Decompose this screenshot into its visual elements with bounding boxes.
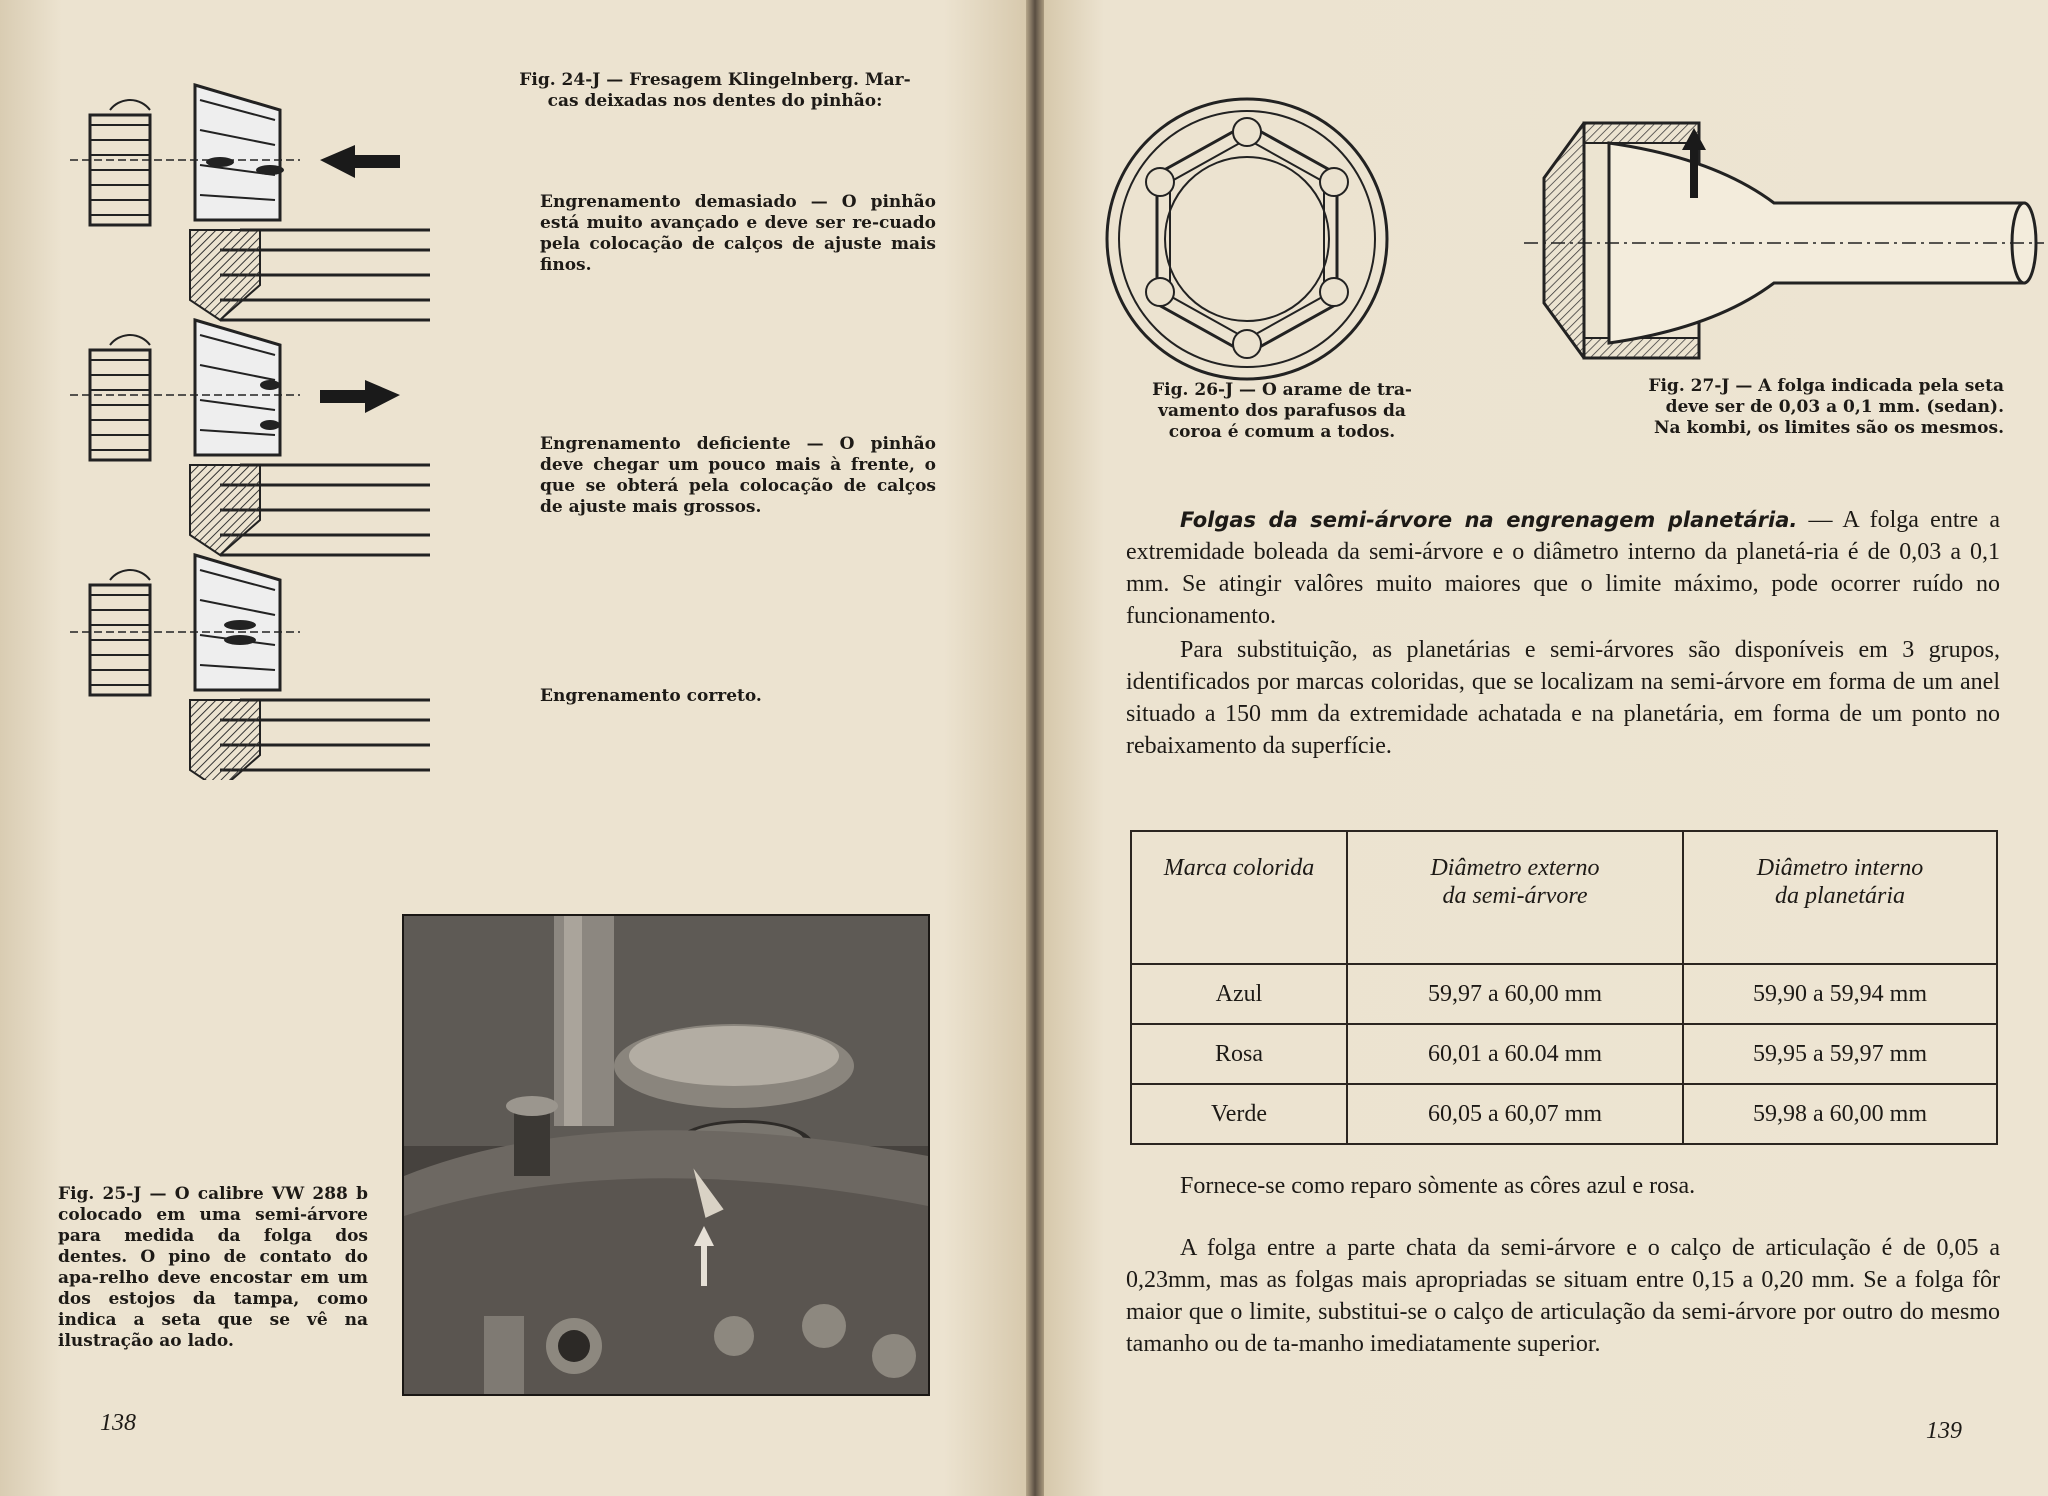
table-cell-marca: Verde — [1131, 1084, 1347, 1144]
paragraph-2: Para substituição, as planetárias e semi-árvores são disponíveis em 3 grupos, identificados por marcas coloridas, que se localizam na semi-árvore em forma de um anel situado a 150 mm da extremidade achatada e na planetária, em forma de um ponto no rebaixamento da superfície. — [1126, 637, 2000, 759]
table-header-interno: Diâmetro interno da planetária — [1683, 831, 1997, 964]
pinion-gear-illustrations — [70, 70, 440, 780]
arrow-right-icon — [320, 380, 400, 413]
table-cell-marca: Azul — [1131, 964, 1347, 1024]
table-row — [1131, 964, 1997, 1024]
table-cell-marca: Rosa — [1131, 1024, 1347, 1084]
table-cell-externo: 60,05 a 60,07 mm — [1347, 1084, 1683, 1144]
fig26-caption-line1: Fig. 26-J — O arame de tra- — [1152, 380, 1412, 400]
fig26-caption-line3: coroa é comum a todos. — [1168, 422, 1396, 442]
gear-diagram-1 — [70, 85, 430, 320]
fig24-caption — [490, 70, 940, 112]
fig24-item-1: Engrenamento demasiado — O pinhão está muito avançado e deve ser re-cuado pela colocação de calços de ajuste mais finos. — [540, 192, 936, 275]
paragraph-1 — [1126, 504, 2000, 632]
table-header-row — [1131, 831, 1997, 964]
table-cell-interno: 59,95 a 59,97 mm — [1683, 1024, 1997, 1084]
fig24-caption-line2: cas deixadas nos dentes do pinhão: — [547, 91, 883, 111]
gear-diagram-2 — [70, 320, 430, 555]
table-cell-interno: 59,90 a 59,94 mm — [1683, 964, 1997, 1024]
table-header-externo: Diâmetro externo da semi-árvore — [1347, 831, 1683, 964]
table-cell-externo: 60,01 a 60.04 mm — [1347, 1024, 1683, 1084]
section-title: Folgas da semi-árvore na engrenagem planetária. — [1180, 508, 1798, 532]
crown-bolts-diagram — [1102, 94, 1392, 384]
book-gutter — [1026, 0, 1044, 1496]
paragraph-3: Fornece-se como reparo sòmente as côres azul e rosa. — [1180, 1173, 1696, 1199]
gear-diagram-3 — [70, 555, 430, 780]
table-cell-interno: 59,98 a 60,00 mm — [1683, 1084, 1997, 1144]
right-page — [1044, 0, 2048, 1496]
table-cell-externo: 59,97 a 60,00 mm — [1347, 964, 1683, 1024]
paragraph-1-text: — A folga entre a extremidade boleada da semi-árvore e o diâmetro interno da planetá-ria é de 0,03 a 0,1 mm. Se atingir valôres muito maiores que o limite máximo, pode ocorrer ruído no funcionamento. — [1126, 507, 2000, 629]
table-row — [1131, 1024, 1997, 1084]
fig24-item-3: Engrenamento correto. — [540, 686, 762, 706]
fig25-caption: Fig. 25-J — O calibre VW 288 b colocado em uma semi-árvore para medida da folga dos dentes. O pino de contato do apa-relho deve encostar em um dos estojos da tampa, como indica a seta que se vê na ilustração ao lado. — [58, 1184, 368, 1351]
fig24-item-2: Engrenamento deficiente — O pinhão deve chegar um pouco mais à frente, o que se obterá pela colocação de calços de ajuste mais grossos. — [540, 434, 936, 517]
page-number-left: 138 — [100, 1410, 136, 1436]
fig27-caption-line1: Fig. 27-J — A folga indicada pela seta — [1648, 376, 2004, 396]
fig26-caption-line2: vamento dos parafusos da — [1158, 401, 1406, 421]
table-row — [1131, 1084, 1997, 1144]
arrow-left-icon — [320, 145, 400, 178]
calibre-photo — [402, 914, 930, 1396]
fig27-caption-line3: Na kombi, os limites são os mesmos. — [1654, 418, 2004, 438]
color-mark-table — [1130, 830, 1998, 1145]
fig24-caption-line1: Fig. 24-J — Fresagem Klingelnberg. Mar- — [519, 70, 911, 90]
fig27-caption-line2: deve ser de 0,03 a 0,1 mm. (sedan). — [1665, 397, 2004, 417]
page-number-right: 139 — [1926, 1418, 1962, 1444]
paragraph-4: A folga entre a parte chata da semi-árvore e o calço de articulação é de 0,05 a 0,23mm, mas as folgas mais apropriadas se situam entre 0,15 a 0,20 mm. Se a folga fôr maior que o limite, substitui-se o calço de articulação da semi-árvore por outro do mesmo tamanho ou de ta-manho imediatamente superior. — [1126, 1235, 2000, 1357]
calibre-photo-image — [404, 916, 928, 1394]
table-header-marca: Marca colorida — [1131, 831, 1347, 964]
fig26-caption — [1102, 380, 1462, 443]
fig27-caption — [1524, 376, 2004, 439]
semi-axle-diagram — [1524, 118, 2044, 368]
